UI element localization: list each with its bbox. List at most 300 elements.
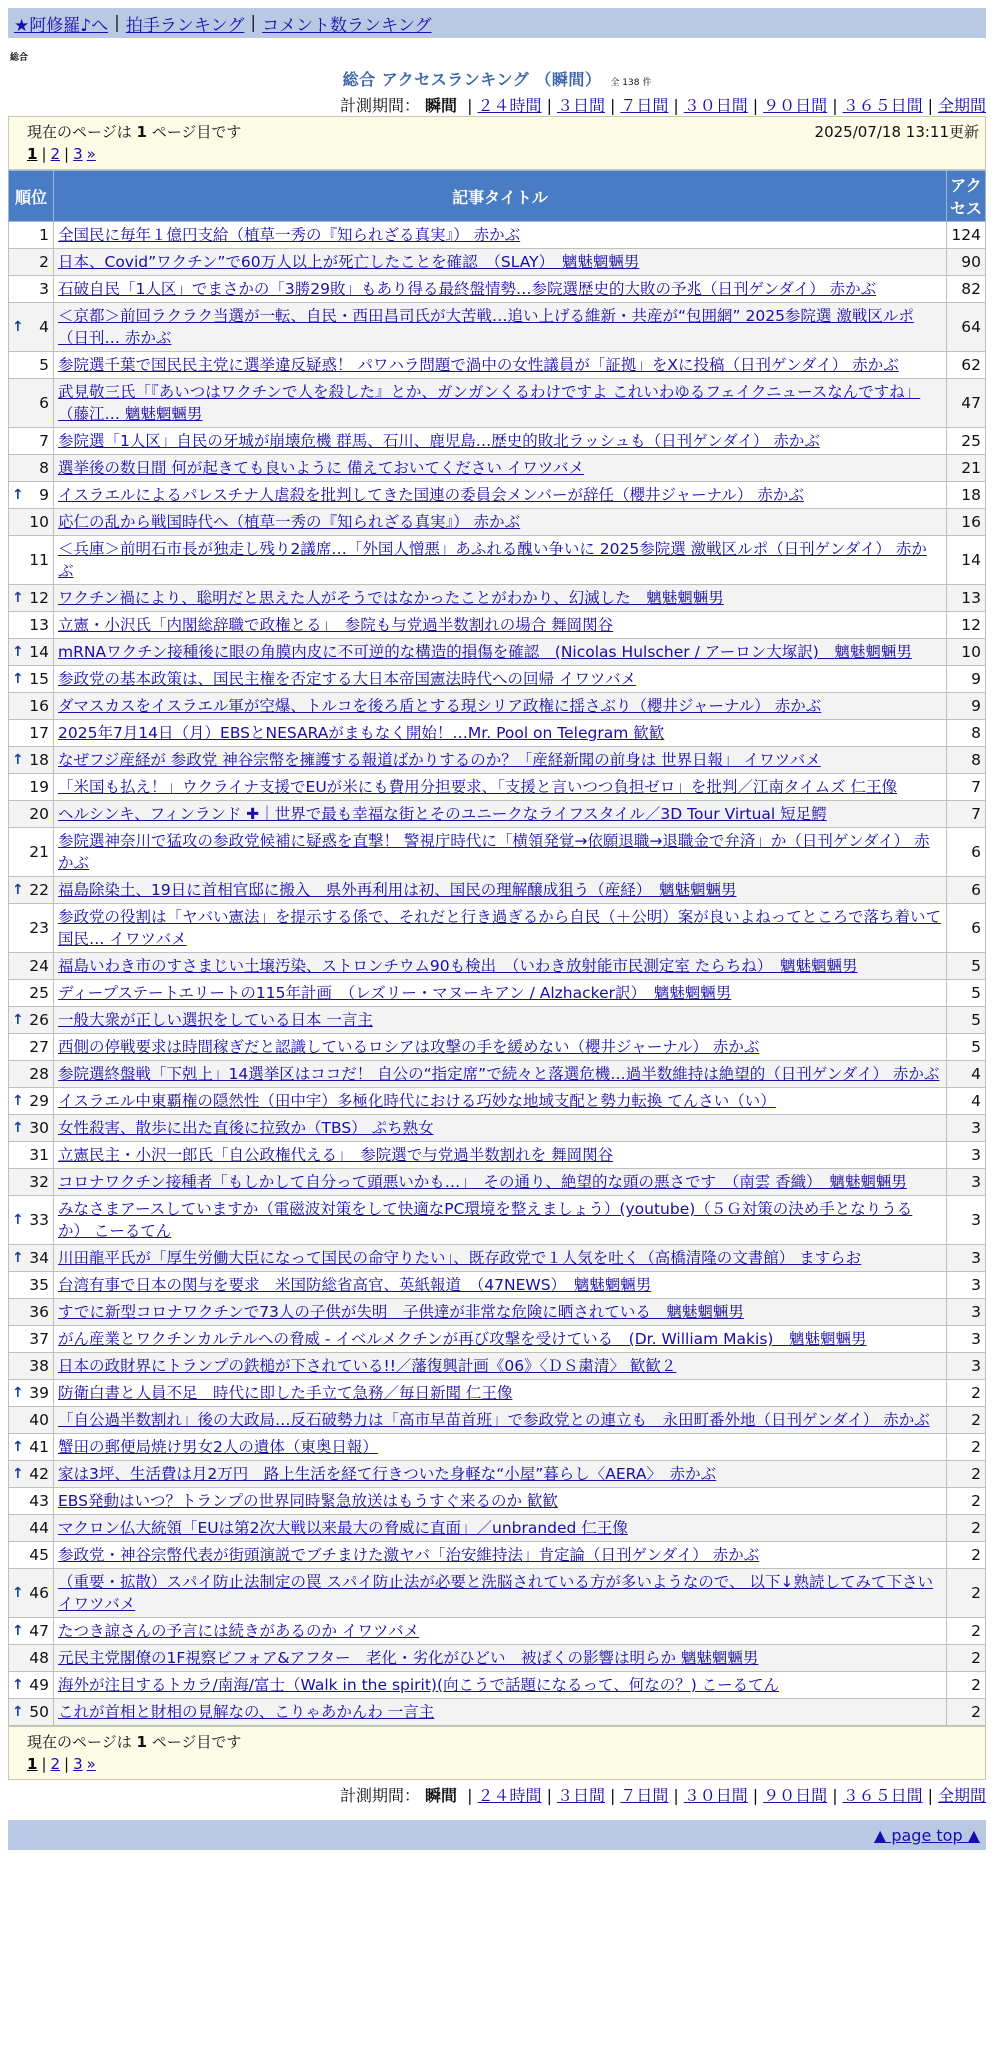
period-link[interactable]: ２４時間 bbox=[477, 1786, 542, 1805]
title-cell bbox=[54, 693, 947, 720]
article-link[interactable]: たつき諒さんの予言には続きがあるのか イワツバメ bbox=[58, 1622, 420, 1640]
title-cell bbox=[54, 1007, 947, 1034]
rank-number: 4 bbox=[39, 318, 49, 336]
rank-cell bbox=[9, 828, 54, 877]
rank-cell bbox=[9, 222, 54, 249]
rank-cell bbox=[9, 1434, 54, 1461]
article-link[interactable]: 海外が注目するトカラ/南海/富士（Walk in the spirit)(向こうで話題になるって、何なの？) こーるてん bbox=[58, 1676, 780, 1694]
nav-link-comment-ranking[interactable]: コメント数ランキング bbox=[262, 15, 432, 36]
article-link[interactable]: 日本の政財界にトランプの鉄槌が下されている!!／藩復興計画《06》〈ＤＳ粛清〉 歓歓２ bbox=[58, 1357, 677, 1375]
rank-number: 50 bbox=[29, 1703, 49, 1721]
title-cell bbox=[54, 774, 947, 801]
page-links: 1 | 2 | 3 » bbox=[27, 145, 96, 163]
access-count: 6 bbox=[947, 877, 986, 904]
period-link[interactable]: ３６５日間 bbox=[842, 1786, 923, 1805]
rank-number: 27 bbox=[29, 1038, 49, 1056]
title-cell bbox=[54, 1434, 947, 1461]
rank-cell bbox=[9, 585, 54, 612]
access-count: 3 bbox=[947, 1326, 986, 1353]
rank-number: 28 bbox=[29, 1065, 49, 1083]
top-nav-bar bbox=[8, 8, 986, 38]
article-link[interactable]: 2025年7月14日（月）EBSとNESARAがまもなく開始！…Mr. Pool on Telegram 歓歓 bbox=[58, 724, 665, 742]
rank-number: 7 bbox=[39, 432, 49, 450]
access-count: 8 bbox=[947, 720, 986, 747]
rank-up-arrow-icon: ↑ bbox=[12, 487, 24, 503]
access-count: 5 bbox=[947, 1007, 986, 1034]
access-count: 12 bbox=[947, 612, 986, 639]
article-link[interactable]: 家は3坪、生活費は月2万円 路上生活を経て行きついた身軽な“小屋”暮らし〈AERA〉 赤かぶ bbox=[58, 1465, 717, 1483]
nav-link-asyura-home[interactable]: ★阿修羅♪へ bbox=[14, 15, 109, 36]
table-row bbox=[9, 1034, 986, 1061]
article-link[interactable]: すでに新型コロナワクチンで73人の子供が失明 子供達が非常な危険に晒されている 魑魅魍魎男 bbox=[58, 1303, 744, 1321]
rank-cell bbox=[9, 1115, 54, 1142]
period-link[interactable]: ３日間 bbox=[556, 1786, 605, 1805]
page-current: 1 bbox=[27, 145, 38, 163]
rank-cell bbox=[9, 1272, 54, 1299]
title-cell bbox=[54, 536, 947, 585]
article-link[interactable]: 参院選「1人区」自民の牙城が崩壊危機 群馬、石川、鹿児島…歴史的敗北ラッシュも（日刊ゲンダイ） 赤かぶ bbox=[58, 432, 820, 450]
page-link-2[interactable]: 2 bbox=[50, 1755, 61, 1773]
rank-number: 26 bbox=[29, 1011, 49, 1029]
article-link[interactable]: 参政党・神谷宗幣代表が街頭演説でブチまけた激ヤバ「治安維持法」肯定論（日刊ゲンダイ） 赤かぶ bbox=[58, 1546, 760, 1564]
table-row bbox=[9, 612, 986, 639]
title-cell bbox=[54, 801, 947, 828]
title-cell bbox=[54, 639, 947, 666]
table-row bbox=[9, 1115, 986, 1142]
period-link[interactable]: 全期間 bbox=[937, 1786, 986, 1805]
rank-cell bbox=[9, 455, 54, 482]
rank-cell bbox=[9, 1169, 54, 1196]
table-row bbox=[9, 666, 986, 693]
article-link[interactable]: がん産業とワクチンカルテルへの脅威 - イベルメクチンが再び攻撃を受けている (Dr. William Makis) 魑魅魍魎男 bbox=[58, 1330, 867, 1348]
rank-number: 17 bbox=[29, 724, 49, 742]
rank-number: 15 bbox=[29, 670, 49, 688]
access-count: 13 bbox=[947, 585, 986, 612]
article-link[interactable]: 元民主党閣僚の1F視察ビフォア&アフター 老化・劣化がひどい 被ばくの影響は明らか 魑魅魍魎男 bbox=[58, 1649, 759, 1667]
page-link-next[interactable]: » bbox=[86, 145, 96, 163]
table-row bbox=[9, 953, 986, 980]
rank-number: 39 bbox=[29, 1384, 49, 1402]
title-cell bbox=[54, 720, 947, 747]
access-count: 3 bbox=[947, 1142, 986, 1169]
period-separator: | bbox=[609, 1786, 616, 1805]
title-cell bbox=[54, 455, 947, 482]
rank-number: 37 bbox=[29, 1330, 49, 1348]
table-row bbox=[9, 1196, 986, 1245]
article-link[interactable]: 参政党の基本政策は、国民主権を否定する大日本帝国憲法時代への回帰 イワツバメ bbox=[58, 670, 637, 688]
table-row bbox=[9, 1488, 986, 1515]
table-row bbox=[9, 249, 986, 276]
rank-number: 10 bbox=[29, 513, 49, 531]
article-link[interactable]: 女性殺害、散歩に出た直後に拉致か（TBS） ぷち熟女 bbox=[58, 1119, 434, 1137]
rank-cell bbox=[9, 1618, 54, 1645]
access-count: 2 bbox=[947, 1515, 986, 1542]
table-row bbox=[9, 1380, 986, 1407]
header-access: アクセス bbox=[947, 171, 986, 222]
access-count: 3 bbox=[947, 1196, 986, 1245]
article-link[interactable]: 武見敬三氏「『あいつはワクチンで人を殺した』とか、ガンガンくるわけですよ これいわゆるフェイクニュースなんですね」（藤江… 魑魅魍魎男 bbox=[58, 383, 921, 423]
article-link[interactable]: ヘルシンキ、フィンランド ✚｜世界で最も幸福な街とそのユニークなライフスタイル／3D Tour Virtual 短足鰐 bbox=[58, 805, 827, 823]
title-cell bbox=[54, 1461, 947, 1488]
period-label: 計測期間： bbox=[339, 96, 420, 115]
pagination-top bbox=[8, 116, 986, 170]
rank-cell bbox=[9, 352, 54, 379]
article-link[interactable]: 立憲民主・小沢一郎氏「自公政権代える」 参院選で与党過半数割れを 舞岡関谷 bbox=[58, 1146, 614, 1164]
rank-cell bbox=[9, 1353, 54, 1380]
rank-number: 5 bbox=[39, 356, 49, 374]
article-link[interactable]: 選挙後の数日間 何が起きても良いように 備えておいてください イワツバメ bbox=[58, 459, 584, 477]
period-link[interactable]: ７日間 bbox=[620, 1786, 669, 1805]
article-link[interactable]: ＜京都＞前回ラクラク当選が一転、自民・西田昌司氏が大苦戦…追い上げる維新・共産が“包囲網” 2025参院選 激戦区ルポ（日刊… 赤かぶ bbox=[58, 307, 914, 347]
article-link[interactable]: なぜフジ産経が 参政党 神谷宗幣を擁護する報道ばかりするのか？「産経新聞の前身は 世界日報」 イワツバメ bbox=[58, 751, 821, 769]
access-count: 21 bbox=[947, 455, 986, 482]
table-row bbox=[9, 1061, 986, 1088]
article-link[interactable]: 全国民に毎年１億円支給（植草一秀の『知られざる真実』） 赤かぶ bbox=[58, 226, 521, 244]
table-row bbox=[9, 1353, 986, 1380]
rank-cell bbox=[9, 612, 54, 639]
rank-cell bbox=[9, 1515, 54, 1542]
period-link[interactable]: ３０日間 bbox=[683, 96, 748, 115]
rank-cell bbox=[9, 1088, 54, 1115]
article-link[interactable]: 川田龍平氏が「厚生労働大臣になって国民の命守りたい」、既存政党で１人気を吐く（高橋清隆の文書館） ますらお bbox=[58, 1249, 862, 1267]
period-link[interactable]: ９０日間 bbox=[763, 1786, 828, 1805]
rank-number: 25 bbox=[29, 984, 49, 1002]
title-cell bbox=[54, 1645, 947, 1672]
article-link[interactable]: ワクチン禍により、聡明だと思えた人がそうではなかったことがわかり、幻滅した 魑魅魍魎男 bbox=[58, 589, 724, 607]
rank-number: 29 bbox=[29, 1092, 49, 1110]
period-separator: | bbox=[832, 96, 838, 115]
article-link[interactable]: mRNAワクチン接種後に眼の角膜内皮に不可逆的な構造的損傷を確認 (Nicolas Hulscher / アーロン大塚訳) 魑魅魍魎男 bbox=[58, 643, 912, 661]
rank-up-arrow-icon: ↑ bbox=[12, 1385, 24, 1401]
rank-cell bbox=[9, 1645, 54, 1672]
rank-number: 1 bbox=[39, 226, 49, 244]
table-row bbox=[9, 276, 986, 303]
access-count: 6 bbox=[947, 904, 986, 953]
article-link[interactable]: 台湾有事で日本の関与を要求 米国防総省高官、英紙報道 （47NEWS） 魑魅魍魎男 bbox=[58, 1276, 652, 1294]
article-link[interactable]: 西側の停戦要求は時間稼ぎだと認識しているロシアは攻撃の手を緩めない（櫻井ジャーナル） 赤かぶ bbox=[58, 1038, 760, 1056]
access-count: 8 bbox=[947, 747, 986, 774]
access-count: 2 bbox=[947, 1461, 986, 1488]
rank-up-arrow-icon: ↑ bbox=[12, 882, 24, 898]
article-link[interactable]: コロナワクチン接種者「もしかして自分って頭悪いかも…」 その通り、絶望的な頭の悪さです （南雲 香織） 魑魅魍魎男 bbox=[58, 1173, 907, 1191]
title-cell bbox=[54, 1353, 947, 1380]
period-link[interactable]: ３０日間 bbox=[683, 1786, 748, 1805]
rank-number: 32 bbox=[29, 1173, 49, 1191]
title-cell bbox=[54, 612, 947, 639]
table-row bbox=[9, 639, 986, 666]
rank-up-arrow-icon: ↑ bbox=[12, 590, 24, 606]
access-count: 5 bbox=[947, 1034, 986, 1061]
table-row bbox=[9, 774, 986, 801]
rank-up-arrow-icon: ↑ bbox=[12, 1250, 24, 1266]
title-cell bbox=[54, 747, 947, 774]
article-link[interactable]: EBS発動はいつ？トランプの世界同時緊急放送はもうすぐ来るのか 歓歓 bbox=[58, 1492, 558, 1510]
rank-cell bbox=[9, 428, 54, 455]
title-cell bbox=[54, 585, 947, 612]
page-title-row bbox=[8, 67, 986, 90]
rank-cell bbox=[9, 1299, 54, 1326]
rank-number: 21 bbox=[29, 843, 49, 861]
rank-cell bbox=[9, 720, 54, 747]
rank-number: 2 bbox=[39, 253, 49, 271]
article-link[interactable]: ＜兵庫＞前明石市長が独走し残り2議席…「外国人憎悪」あふれる醜い争いに 2025参院選 激戦区ルポ（日刊ゲンダイ） 赤かぶ bbox=[58, 540, 927, 580]
period-separator: | bbox=[927, 1786, 933, 1805]
page-links: 1 | 2 | 3 » bbox=[27, 1755, 96, 1773]
access-count: 7 bbox=[947, 801, 986, 828]
rank-cell bbox=[9, 877, 54, 904]
period-current: 瞬間 bbox=[425, 96, 458, 115]
rank-cell bbox=[9, 666, 54, 693]
article-link[interactable]: 参院選神奈川で猛攻の参政党候補に疑惑を直撃！ 警視庁時代に「横領発覚→依願退職→退職金で弁済」か（日刊ゲンダイ） 赤かぶ bbox=[58, 832, 930, 872]
page-info-text: 現在のページは 1 ページ目です bbox=[27, 1733, 242, 1751]
access-count: 3 bbox=[947, 1115, 986, 1142]
period-selector-bottom bbox=[8, 1786, 986, 1806]
title-cell bbox=[54, 1115, 947, 1142]
period-link[interactable]: ３６５日間 bbox=[842, 96, 923, 115]
title-cell bbox=[54, 352, 947, 379]
title-cell bbox=[54, 1061, 947, 1088]
rank-number: 31 bbox=[29, 1146, 49, 1164]
title-cell bbox=[54, 877, 947, 904]
title-cell bbox=[54, 1245, 947, 1272]
article-link[interactable]: 蟹田の郵便局焼け男女2人の遺体（東奥日報） bbox=[58, 1438, 378, 1456]
article-link[interactable]: 「自公過半数割れ」後の大政局…反石破勢力は「高市早苗首班」で参政党との連立も 永田町番外地（日刊ゲンダイ） 赤かぶ bbox=[58, 1411, 930, 1429]
table-row bbox=[9, 352, 986, 379]
rank-cell bbox=[9, 747, 54, 774]
rank-number: 13 bbox=[29, 616, 49, 634]
title-cell bbox=[54, 303, 947, 352]
nav-link-applause-ranking[interactable]: 拍手ランキング bbox=[125, 15, 245, 36]
rank-cell bbox=[9, 276, 54, 303]
title-cell bbox=[54, 1515, 947, 1542]
rank-up-arrow-icon: ↑ bbox=[12, 752, 24, 768]
table-row bbox=[9, 1699, 986, 1726]
table-row bbox=[9, 585, 986, 612]
rank-cell bbox=[9, 953, 54, 980]
title-cell bbox=[54, 1569, 947, 1618]
rank-number: 47 bbox=[29, 1622, 49, 1640]
table-row bbox=[9, 1299, 986, 1326]
rank-up-arrow-icon: ↑ bbox=[12, 1623, 24, 1639]
article-link[interactable]: イスラエル中東覇権の隠然性（田中宇）多極化時代における巧妙な地域支配と勢力転換 てんさい（い） bbox=[58, 1092, 776, 1110]
table-row bbox=[9, 1088, 986, 1115]
rank-number: 24 bbox=[29, 957, 49, 975]
rank-cell bbox=[9, 1142, 54, 1169]
title-cell bbox=[54, 222, 947, 249]
article-link[interactable]: 防衛白書と人員不足 時代に即した手立て急務／毎日新聞 仁王像 bbox=[58, 1384, 513, 1402]
page-link-3[interactable]: 3 bbox=[73, 1755, 83, 1773]
page-title: 総合 アクセスランキング （瞬間） bbox=[342, 70, 602, 89]
article-link[interactable]: ダマスカスをイスラエル軍が空爆、トルコを後ろ盾とする現シリア政権に揺さぶり（櫻井ジャーナル） 赤かぶ bbox=[58, 697, 822, 715]
article-link[interactable]: マクロン仏大統領「EUは第2次大戦以来最大の脅威に直面」／unbranded 仁王像 bbox=[58, 1519, 628, 1537]
article-link[interactable]: 参院選千葉で国民民主党に選挙違反疑惑！ パワハラ問題で渦中の女性議員が「証拠」をXに投稿（日刊ゲンダイ） 赤かぶ bbox=[58, 356, 899, 374]
period-separator: | bbox=[609, 96, 616, 115]
period-link[interactable]: ３日間 bbox=[556, 96, 605, 115]
table-row bbox=[9, 1142, 986, 1169]
period-separator: | bbox=[673, 96, 679, 115]
table-row bbox=[9, 1407, 986, 1434]
rank-cell bbox=[9, 1699, 54, 1726]
period-link[interactable]: ２４時間 bbox=[477, 96, 542, 115]
title-cell bbox=[54, 276, 947, 303]
access-count: 2 bbox=[947, 1699, 986, 1726]
rank-cell bbox=[9, 1488, 54, 1515]
title-cell bbox=[54, 1142, 947, 1169]
title-cell bbox=[54, 1196, 947, 1245]
article-link[interactable]: 福島除染土、19日に首相官邸に搬入 県外再利用は初、国民の理解醸成狙う（産経） 魑魅魍魎男 bbox=[58, 881, 737, 899]
rank-cell bbox=[9, 1672, 54, 1699]
rank-cell bbox=[9, 980, 54, 1007]
article-link[interactable]: みなさまアースしていますか（電磁波対策をして快適なPC環境を整えましょう）(youtube)（５Ｇ対策の決め手となりうるか） こーるてん bbox=[58, 1200, 913, 1240]
table-row bbox=[9, 222, 986, 249]
access-count: 9 bbox=[947, 693, 986, 720]
title-cell bbox=[54, 1380, 947, 1407]
period-separator: | bbox=[546, 1786, 552, 1805]
access-count: 2 bbox=[947, 1569, 986, 1618]
table-row bbox=[9, 801, 986, 828]
access-count: 16 bbox=[947, 509, 986, 536]
rank-cell bbox=[9, 482, 54, 509]
rank-number: 49 bbox=[29, 1676, 49, 1694]
rank-cell bbox=[9, 1326, 54, 1353]
nav-separator: | bbox=[250, 13, 257, 33]
rank-cell bbox=[9, 1061, 54, 1088]
rank-number: 19 bbox=[29, 778, 49, 796]
table-row bbox=[9, 1645, 986, 1672]
title-cell bbox=[54, 428, 947, 455]
article-link[interactable]: ディープステートエリートの115年計画 （レズリー・マヌーキアン / Alzhacker訳） 魑魅魍魎男 bbox=[58, 984, 732, 1002]
period-link[interactable]: 全期間 bbox=[937, 96, 986, 115]
rank-number: 18 bbox=[29, 751, 49, 769]
title-cell bbox=[54, 1169, 947, 1196]
period-separator: | bbox=[752, 96, 759, 115]
article-link[interactable]: 参院選終盤戦「下剋上」14選挙区はココだ！ 自公の“指定席”で続々と落選危機…過半数維持は絶望的（日刊ゲンダイ） 赤かぶ bbox=[58, 1065, 940, 1083]
access-count: 14 bbox=[947, 536, 986, 585]
title-cell bbox=[54, 1542, 947, 1569]
title-cell bbox=[54, 249, 947, 276]
rank-number: 34 bbox=[29, 1249, 49, 1267]
rank-number: 6 bbox=[39, 394, 49, 412]
article-link[interactable]: （重要・拡散）スパイ防止法制定の罠 スパイ防止法が必要と洗脳されている方が多いようなので、 以下↓熟読してみて下さい イワツバメ bbox=[58, 1573, 934, 1613]
article-link[interactable]: 一般大衆が正しい選択をしている日本 一言主 bbox=[58, 1011, 373, 1029]
rank-number: 35 bbox=[29, 1276, 49, 1294]
article-link[interactable]: 応仁の乱から戦国時代へ（植草一秀の『知られざる真実』） 赤かぶ bbox=[58, 513, 521, 531]
table-row bbox=[9, 877, 986, 904]
access-count: 4 bbox=[947, 1088, 986, 1115]
table-row bbox=[9, 509, 986, 536]
rank-number: 40 bbox=[29, 1411, 49, 1429]
pagination-bottom bbox=[8, 1726, 986, 1780]
access-count: 3 bbox=[947, 1169, 986, 1196]
access-count: 3 bbox=[947, 1272, 986, 1299]
rank-cell bbox=[9, 1007, 54, 1034]
rank-number: 36 bbox=[29, 1303, 49, 1321]
title-cell bbox=[54, 1088, 947, 1115]
page-link-2[interactable]: 2 bbox=[50, 145, 61, 163]
access-count: 2 bbox=[947, 1542, 986, 1569]
rank-up-arrow-icon: ↑ bbox=[12, 1585, 24, 1601]
title-cell bbox=[54, 1407, 947, 1434]
table-row bbox=[9, 1434, 986, 1461]
table-row bbox=[9, 1007, 986, 1034]
period-link[interactable]: ９０日間 bbox=[763, 96, 828, 115]
table-row bbox=[9, 1542, 986, 1569]
table-row bbox=[9, 1169, 986, 1196]
rank-number: 45 bbox=[29, 1546, 49, 1564]
rank-cell bbox=[9, 1542, 54, 1569]
table-row bbox=[9, 720, 986, 747]
title-cell bbox=[54, 1488, 947, 1515]
table-row bbox=[9, 904, 986, 953]
title-cell bbox=[54, 1618, 947, 1645]
rank-number: 46 bbox=[29, 1584, 49, 1602]
rank-up-arrow-icon: ↑ bbox=[12, 671, 24, 687]
access-count: 64 bbox=[947, 303, 986, 352]
table-row bbox=[9, 455, 986, 482]
rank-cell bbox=[9, 693, 54, 720]
article-link[interactable]: 福島いわき市のすさまじい土壌汚染、ストロンチウム90も検出 （いわき放射能市民測定室 たらちね） 魑魅魍魎男 bbox=[58, 957, 858, 975]
rank-number: 41 bbox=[29, 1438, 49, 1456]
access-count: 4 bbox=[947, 1061, 986, 1088]
article-link[interactable]: イスラエルによるパレスチナ人虐殺を批判してきた国連の委員会メンバーが辞任（櫻井ジャーナル） 赤かぶ bbox=[58, 486, 804, 504]
access-count: 2 bbox=[947, 1645, 986, 1672]
header-title: 記事タイトル bbox=[54, 171, 947, 222]
rank-cell bbox=[9, 904, 54, 953]
page-link-3[interactable]: 3 bbox=[73, 145, 83, 163]
period-separator: | bbox=[752, 1786, 759, 1805]
title-cell bbox=[54, 1299, 947, 1326]
page-top-link[interactable]: ▲ page top ▲ bbox=[873, 1825, 980, 1845]
rank-number: 44 bbox=[29, 1519, 49, 1537]
rank-cell bbox=[9, 639, 54, 666]
rank-cell bbox=[9, 379, 54, 428]
article-link[interactable]: 立憲・小沢氏「内閣総辞職で政権とる」 参院も与党過半数割れの場合 舞岡関谷 bbox=[58, 616, 614, 634]
rank-number: 20 bbox=[29, 805, 49, 823]
title-cell bbox=[54, 828, 947, 877]
title-cell bbox=[54, 509, 947, 536]
footer-bar bbox=[8, 1820, 986, 1850]
rank-cell bbox=[9, 1245, 54, 1272]
rank-up-arrow-icon: ↑ bbox=[12, 319, 24, 335]
period-separator: | bbox=[673, 1786, 679, 1805]
article-link[interactable]: これが首相と財相の見解なの、こりゃあかんわ 一言主 bbox=[58, 1703, 435, 1721]
table-row bbox=[9, 482, 986, 509]
title-cell bbox=[54, 1699, 947, 1726]
access-count: 82 bbox=[947, 276, 986, 303]
rank-cell bbox=[9, 303, 54, 352]
rank-number: 43 bbox=[29, 1492, 49, 1510]
table-row bbox=[9, 1245, 986, 1272]
table-row bbox=[9, 428, 986, 455]
article-link[interactable]: 石破自民「1人区」でまさかの「3勝29敗」もあり得る最終盤情勢…参院選歴史的大敗の予兆（日刊ゲンダイ） 赤かぶ bbox=[58, 280, 877, 298]
period-current: 瞬間 bbox=[425, 1786, 458, 1805]
article-link[interactable]: 日本、Covid”ワクチン”で60万人以上が死亡したことを確認 （SLAY） 魑魅魍魎男 bbox=[58, 253, 640, 271]
rank-up-arrow-icon: ↑ bbox=[12, 1466, 24, 1482]
table-row bbox=[9, 980, 986, 1007]
page-link-next[interactable]: » bbox=[86, 1755, 96, 1773]
article-link[interactable]: 「米国も払え！」ウクライナ支援でEUが米にも費用分担要求、「支援と言いつつ負担ゼロ」を批判／江南タイムズ 仁王像 bbox=[58, 778, 898, 796]
period-link[interactable]: ７日間 bbox=[620, 96, 669, 115]
rank-number: 22 bbox=[29, 881, 49, 899]
access-count: 3 bbox=[947, 1245, 986, 1272]
period-separator: | bbox=[927, 96, 933, 115]
access-count: 2 bbox=[947, 1380, 986, 1407]
table-row bbox=[9, 1461, 986, 1488]
article-link[interactable]: 参政党の役割は「ヤバい憲法」を提示する係で、それだと行き過ぎるから自民（＋公明）案が良いよねってところで落ち着いて国民… イワツバメ bbox=[58, 908, 942, 948]
title-cell bbox=[54, 904, 947, 953]
rank-number: 16 bbox=[29, 697, 49, 715]
rank-up-arrow-icon: ↑ bbox=[12, 1677, 24, 1693]
